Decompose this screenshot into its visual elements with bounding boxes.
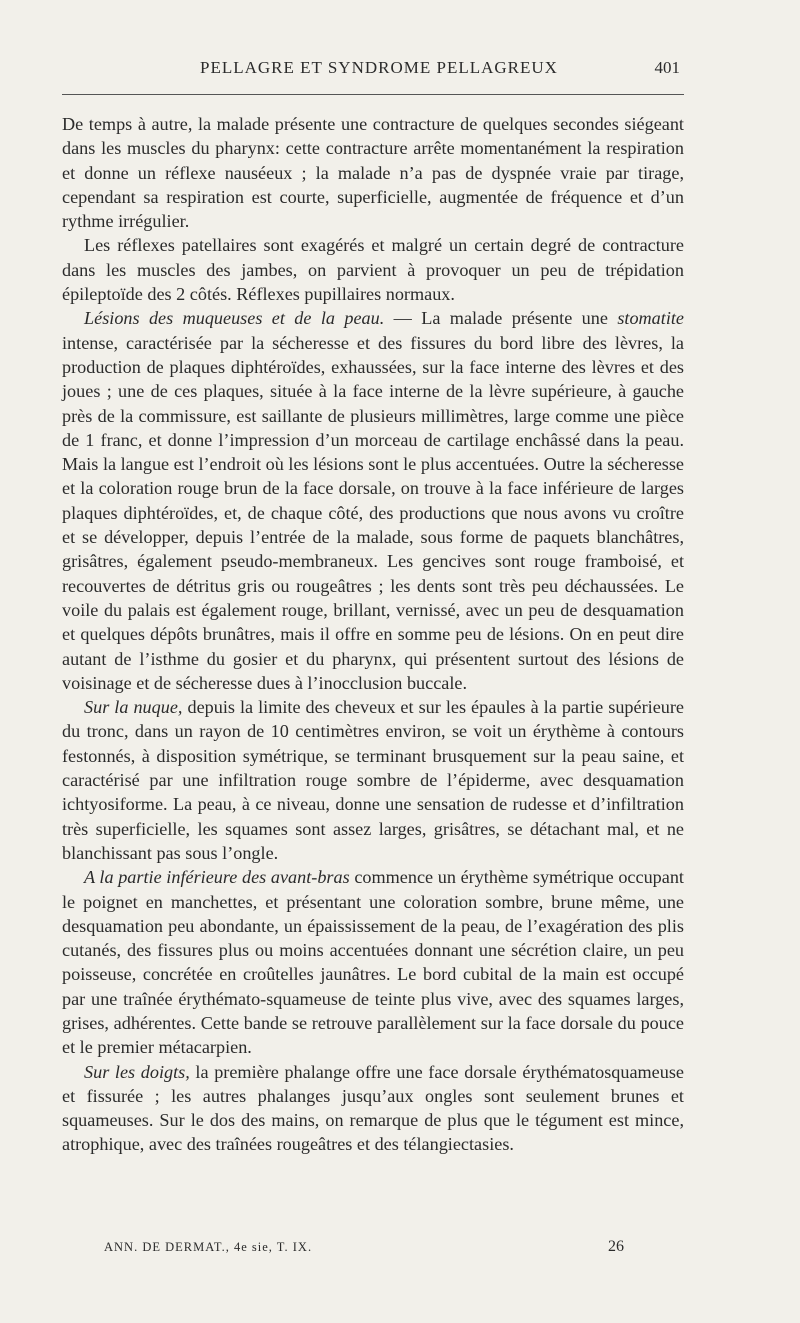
text-run: la première phalange offre une face dorsale érythématosquameuse et fissurée ; les autres phalanges jusqu’aux ongles sont seulement brunes et squameuses. Sur le dos des mains, on remarque de plus que le tégument est mince, atrophique, avec des traînées rougeâtres et des télangiectasies. <box>62 1061 684 1155</box>
page-number: 401 <box>654 58 680 77</box>
text-run: De temps à autre, la malade présente une contracture de quelques secondes siégeant dans les muscles du pharynx: cette contracture arrête momentanément la respiration et donne un réflexe nauséeux ; la malade n’a pas de dyspnée vraie par tirage, cependant sa respiration est courte, superficielle, augmentée de fréquence et d’un rythme irrégulier. <box>62 114 684 232</box>
body-text <box>62 112 684 1157</box>
paragraph <box>62 233 684 306</box>
text-run: intense, caractérisée par la sécheresse et des fissures du bord libre des lèvres, la production de plaques diphtéroïdes, exhaussées, sur la face interne des lèvres et des joues ; une de ces plaques, située à la face interne de la lèvre supérieure, à gauche près de la commissure, est saillante de plusieurs millimètres, large comme une pièce de 1 franc, et donne l’impression d’un morceau de cartilage enchâssé dans la peau. Mais la langue est l’endroit où les lésions sont le plus accentuées. Outre la sécheresse et la coloration rouge brun de la face dorsale, on trouve à la face inférieure de larges plaques diphtéroïdes, et, de chaque côté, des productions que nous avons vu croître et se développer, depuis l’entrée de la malade, sous forme de paquets blanchâtres, grisâtres, également pseudo-membraneux. Les gencives sont rouge framboisé, et recouvertes de détritus gris ou rougeâtres ; les dents sont très peu déchaussées. Le voile du palais est également rouge, brillant, vernissé, avec un peu de desquamation et quelques dépôts brunâtres, mais il offre en somme peu de lésions. On en peut dire autant de l’isthme du gosier et du pharynx, qui présentent surtout des lésions de voisinage et de sécheresse dues à l’inocclusion buccale. <box>62 332 684 693</box>
signature-number: 26 <box>608 1238 624 1255</box>
italic-run: stomatite <box>617 308 684 329</box>
italic-run: A la partie inférieure des avant-bras <box>84 867 350 888</box>
italic-run: Lésions des muqueuses et de la peau. <box>84 308 385 329</box>
paragraph <box>62 1060 684 1157</box>
paragraph <box>62 695 684 865</box>
journal-reference: ANN. DE DERMAT., 4e sie, T. IX. <box>104 1240 313 1254</box>
page-header <box>62 58 684 88</box>
italic-run: Sur la nuque, <box>84 697 183 718</box>
text-run: depuis la limite des cheveux et sur les épaules à la partie supérieure du tronc, dans un rayon de 10 centimètres environ, se voit un érythème à contours festonnés, à disposition symétrique, se terminant brusquement sur la peau saine, et caractérisé par une infiltration rouge sombre de l’épiderme, avec desquamation ichtyosiforme. La peau, à ce niveau, donne une sensation de rudesse et d’infiltration très superficielle, les squames sont assez larges, grisâtres, se détachant mal, et ne blanchissant pas sous l’ongle. <box>62 697 684 863</box>
paragraph <box>62 112 684 233</box>
text-run: Les réflexes patellaires sont exagérés et malgré un certain degré de contracture dans les muscles des jambes, on parvient à provoquer un peu de trépidation épileptoïde des 2 côtés. Réflexes pupillaires normaux. <box>62 235 684 305</box>
paragraph <box>62 865 684 1059</box>
text-run: — La malade présente une <box>384 308 618 329</box>
running-title: PELLAGRE ET SYNDROME PELLAGREUX <box>200 58 558 77</box>
italic-run: Sur les doigts, <box>84 1061 190 1082</box>
header-rule <box>62 94 684 95</box>
page-footer <box>62 1238 684 1262</box>
paragraph <box>62 306 684 695</box>
text-run: commence un érythème symétrique occupant le poignet en manchettes, et présentant une coloration sombre, brune même, une desquamation peu abondante, un épaississement de la peau, de l’exagération des plis cutanés, des fissures plus ou moins accentuées donnant une sécrétion claire, un peu poisseuse, concrétée en croûtelles jaunâtres. Le bord cubital de la main est occupé par une traînée érythémato-squameuse de teinte plus vive, avec des squames larges, grises, adhérentes. Cette bande se retrouve parallèlement sur la face dorsale du pouce et le premier métacarpien. <box>62 867 684 1058</box>
